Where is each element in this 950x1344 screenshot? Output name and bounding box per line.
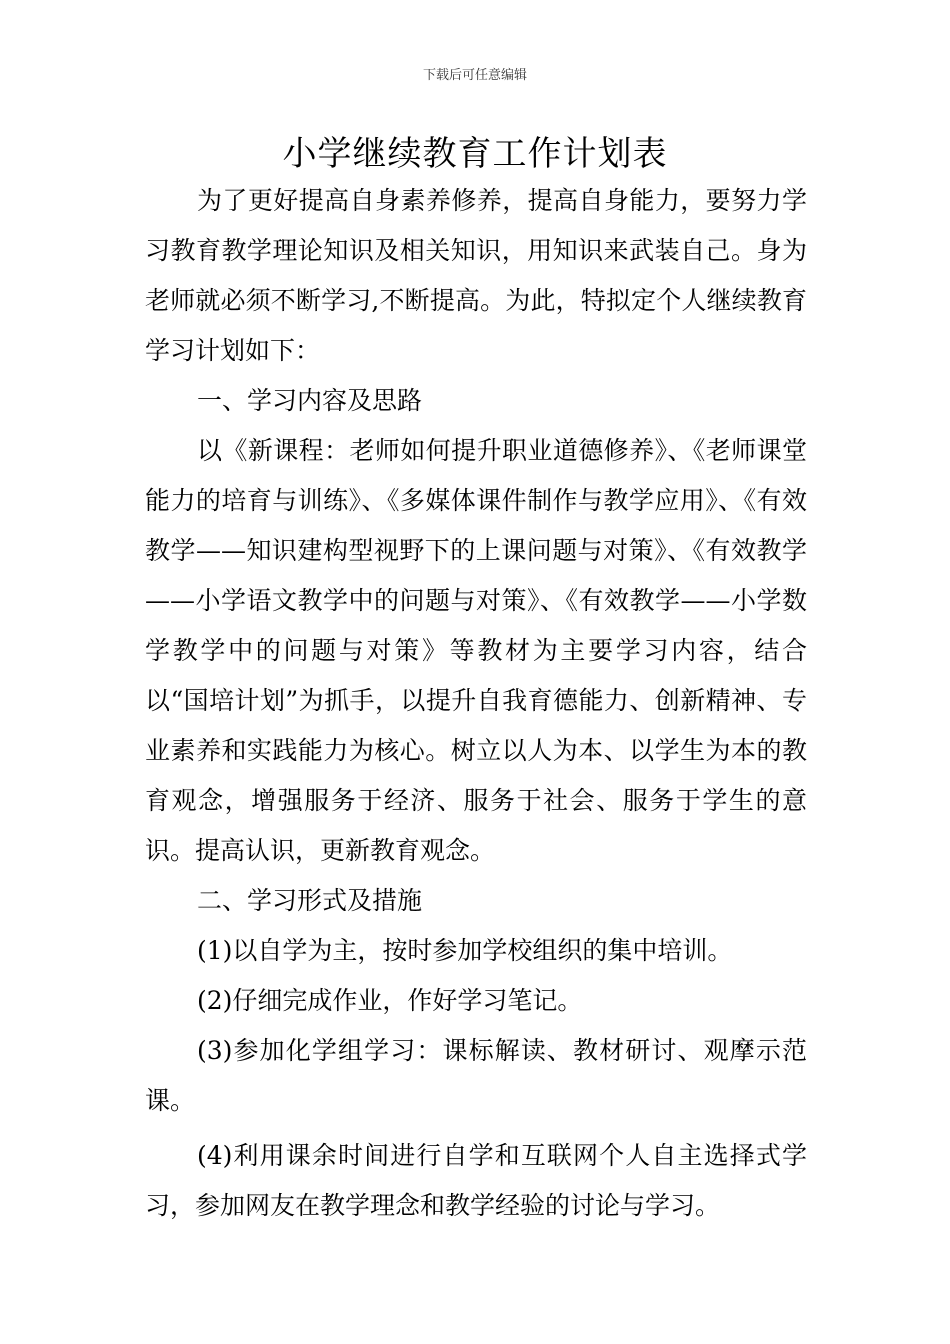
intro-paragraph: 为了更好提高自身素养修养，提高自身能力，要努力学习教育教学理论知识及相关知识，用知识来武装自己。身为老师就必须不断学习,不断提高。为此，特拟定个人继续教育学习计划如下：	[145, 186, 807, 365]
measure-item-2: (2)仔细完成作业，作好学习笔记。	[197, 986, 583, 1015]
measure-item-4: (4)利用课余时间进行自学和互联网个人自主选择式学习，参加网友在教学理念和教学经验的讨论与学习。	[145, 1141, 807, 1220]
document-title: 小学继续教育工作计划表	[282, 134, 668, 174]
content-paragraph: 以《新课程：老师如何提升职业道德修养》、《老师课堂能力的培育与训练》、《多媒体课件制作与教学应用》、《有效教学——知识建构型视野下的上课问题与对策》、《有效教学——小学语文教学中的问题与对策》、《有效教学——小学数学教学中的问题与对策》等教材为主要学习内容，结合以“国培计划”为抓手，以提升自我育德能力、创新精神、专业素养和实践能力为核心。树立以人为本、以学生为本的教育观念，增强服务于经济、服务于社会、服务于学生的意识。提高认识，更新教育观念。	[145, 436, 807, 865]
section-heading-2: 二、学习形式及措施	[197, 886, 423, 915]
section-heading-1: 一、学习内容及思路	[197, 386, 423, 415]
measure-item-1: (1)以自学为主，按时参加学校组织的集中培训。	[197, 936, 733, 965]
measure-item-3: (3)参加化学组学习：课标解读、教材研讨、观摩示范课。	[145, 1036, 807, 1115]
document-body	[145, 176, 807, 1231]
header-note: 下载后可任意编辑	[422, 68, 527, 83]
